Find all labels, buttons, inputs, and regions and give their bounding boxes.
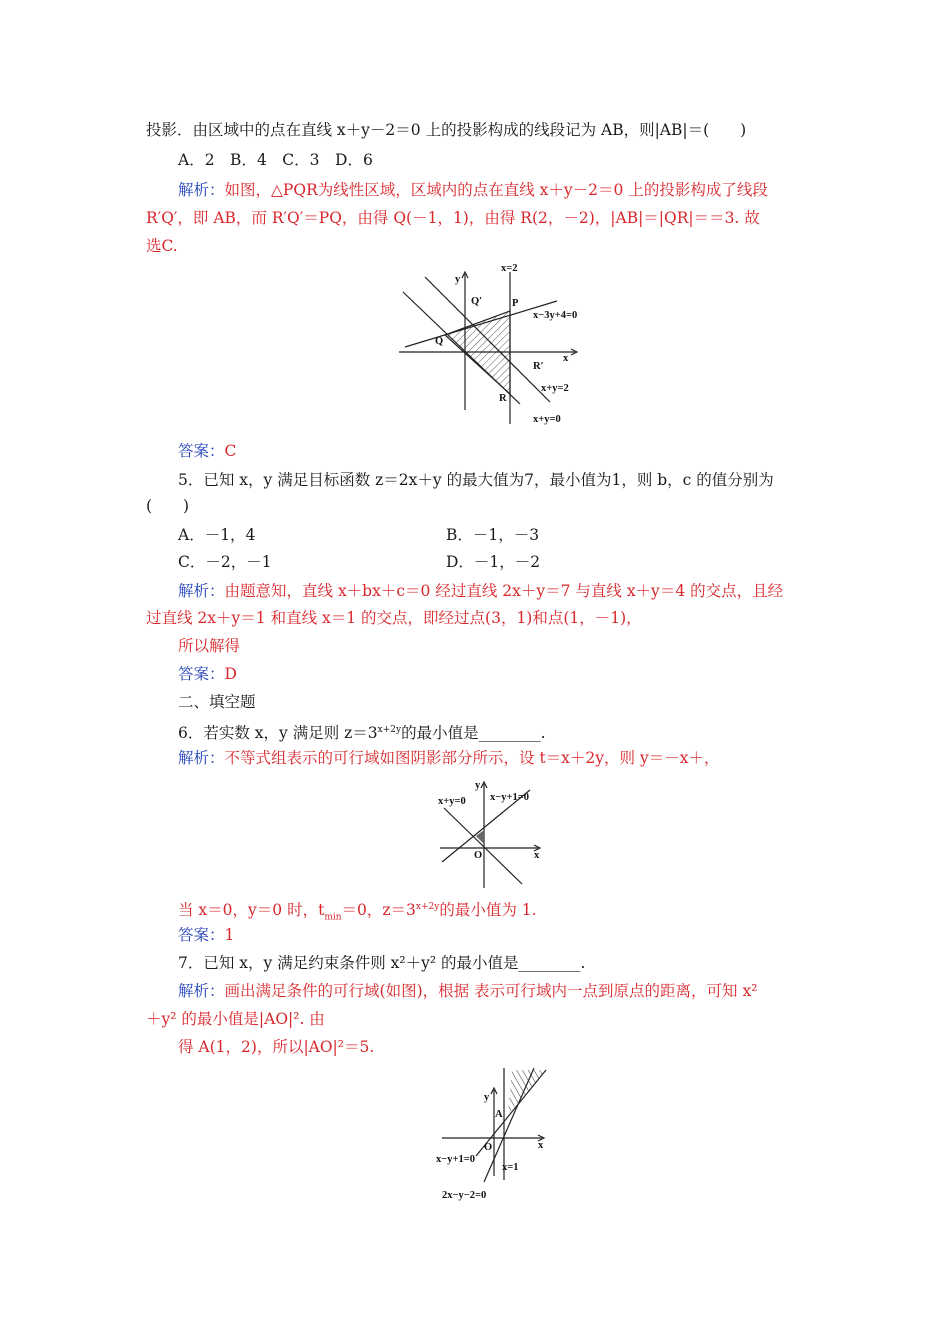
q5-analysis-2: 过直线 2x＋y＝1 和直线 x＝1 的交点，即经过点(3，1)和点(1，－1)， xyxy=(146,609,642,627)
fig3-l1-label: x−y+1=0 xyxy=(436,1154,475,1165)
analysis-text: 画出满足条件的可行域(如图)，根据 表示可行域内一点到原点的距离，可知 x² xyxy=(224,982,758,1000)
fig2-l1-label: x+y=0 xyxy=(438,796,466,807)
fig3-l2-label: x=1 xyxy=(502,1162,519,1173)
answer-value: 1 xyxy=(224,926,235,944)
fig3-l3-label: 2x−y−2=0 xyxy=(442,1190,487,1201)
q5-option-d: D．－1，－2 xyxy=(446,553,541,571)
analysis-label: 解析： xyxy=(178,982,225,1000)
q6-conclusion xyxy=(178,897,537,927)
q5-analysis-3: 所以解得 xyxy=(178,637,241,655)
fig2-y-label: y xyxy=(475,780,481,791)
answer-label: 答案： xyxy=(178,926,225,944)
fig1-R-label: R xyxy=(499,393,507,404)
q6-stem-pre: 6．若实数 x，y 满足则 z＝3 xyxy=(178,724,378,743)
answer-value: D xyxy=(224,665,237,683)
figure-2 xyxy=(430,778,550,892)
q4-answer xyxy=(178,441,236,461)
q6-concl-sup: x+2y xyxy=(415,902,440,912)
fig2-O-label: O xyxy=(474,850,483,861)
fig1-P-label: P xyxy=(512,298,519,309)
q4-analysis-1 xyxy=(178,180,768,200)
figure-1 xyxy=(395,262,595,432)
q5-stem-1: 5．已知 x，y 满足目标函数 z＝2x＋y 的最大值为7，最小值为1，则 b，c 的值分别为 xyxy=(178,471,774,489)
q4-analysis-3: 选C. xyxy=(146,237,178,255)
fig3-O-label: O xyxy=(484,1142,493,1153)
analysis-text: 不等式组表示的可行域如图阴影部分所示，设 t＝x＋2y，则 y＝－x＋， xyxy=(224,749,720,767)
answer-label: 答案： xyxy=(178,442,225,460)
q6-answer xyxy=(178,925,234,945)
analysis-label: 解析： xyxy=(178,181,225,199)
q5-analysis-1 xyxy=(178,581,783,601)
analysis-text: 由题意知，直线 x＋bx＋c＝0 经过直线 2x＋y＝7 与直线 x＋y＝4 的交点，且经 xyxy=(224,582,784,600)
fig3-x-label: x xyxy=(538,1140,544,1151)
q4-stem: 投影．由区域中的点在直线 x＋y－2＝0 上的投影构成的线段记为 AB，则|AB|＝( ) xyxy=(146,121,747,139)
fig1-y-label: y xyxy=(455,274,461,285)
q7-analysis-2: ＋y² 的最小值是|AO|². 由 xyxy=(146,1010,325,1028)
q5-option-c: C．－2，－1 xyxy=(178,553,272,571)
fig1-line3-label: x+y=0 xyxy=(533,414,561,425)
fig1-line2-label: x+y=2 xyxy=(541,383,569,394)
analysis-label: 解析： xyxy=(178,582,225,600)
q6-concl-post: 的最小值为 1. xyxy=(439,901,537,920)
fig1-Qp-label: Q′ xyxy=(471,296,483,307)
figure-3 xyxy=(432,1064,562,1206)
fig3-y-label: y xyxy=(484,1092,490,1103)
q5-stem-2: ( ) xyxy=(146,497,190,515)
analysis-text: 如图，△PQR为线性区域，区域内的点在直线 x＋y－2＝0 上的投影构成了线段 xyxy=(224,181,768,199)
fig2-l2-label: x−y+1=0 xyxy=(490,792,529,803)
q6-stem xyxy=(178,720,546,743)
q7-analysis-1 xyxy=(178,981,757,1001)
q6-analysis-1 xyxy=(178,748,719,768)
answer-value: C xyxy=(224,442,237,460)
q6-concl-mid: ＝0，z＝3 xyxy=(341,901,416,920)
analysis-label: 解析： xyxy=(178,749,225,767)
q7-analysis-3: 得 A(1，2)，所以|AO|²＝5. xyxy=(178,1038,375,1056)
fig2-x-label: x xyxy=(534,850,540,861)
q7-stem: 7．已知 x，y 满足约束条件则 x²＋y² 的最小值是________. xyxy=(178,954,586,972)
fig1-Q-label: Q xyxy=(435,336,444,347)
q5-answer xyxy=(178,664,237,684)
line-x-y-2 xyxy=(425,277,550,402)
q6-stem-sup: x+2y xyxy=(377,725,402,735)
fig3-A-label: A xyxy=(495,1109,503,1120)
section-title: 二、填空题 xyxy=(178,693,256,711)
q6-stem-post: 的最小值是________. xyxy=(401,724,546,743)
fig1-Rp-label: R′ xyxy=(533,361,544,372)
fig1-line1-label: x−3y+4=0 xyxy=(533,310,578,321)
q5-option-b: B．－1，－3 xyxy=(446,526,540,544)
q5-option-a: A．－1，4 xyxy=(178,526,256,544)
q6-concl-pre: 当 x＝0，y＝0 时，t xyxy=(178,901,325,920)
q4-analysis-2: R′Q′，即 AB，而 R′Q′＝PQ，由得 Q(－1，1)，由得 R(2，－2)，|AB|＝|QR|＝＝3. 故 xyxy=(146,209,760,227)
shaded-region xyxy=(476,830,484,844)
fig1-x2-label: x=2 xyxy=(501,263,518,274)
q6-concl-sub: min xyxy=(324,912,342,923)
fig1-x-label: x xyxy=(563,353,569,364)
answer-label: 答案： xyxy=(178,665,225,683)
line-x-y-0 xyxy=(444,808,522,884)
q4-options: A．2 B．4 C．3 D．6 xyxy=(178,151,373,169)
